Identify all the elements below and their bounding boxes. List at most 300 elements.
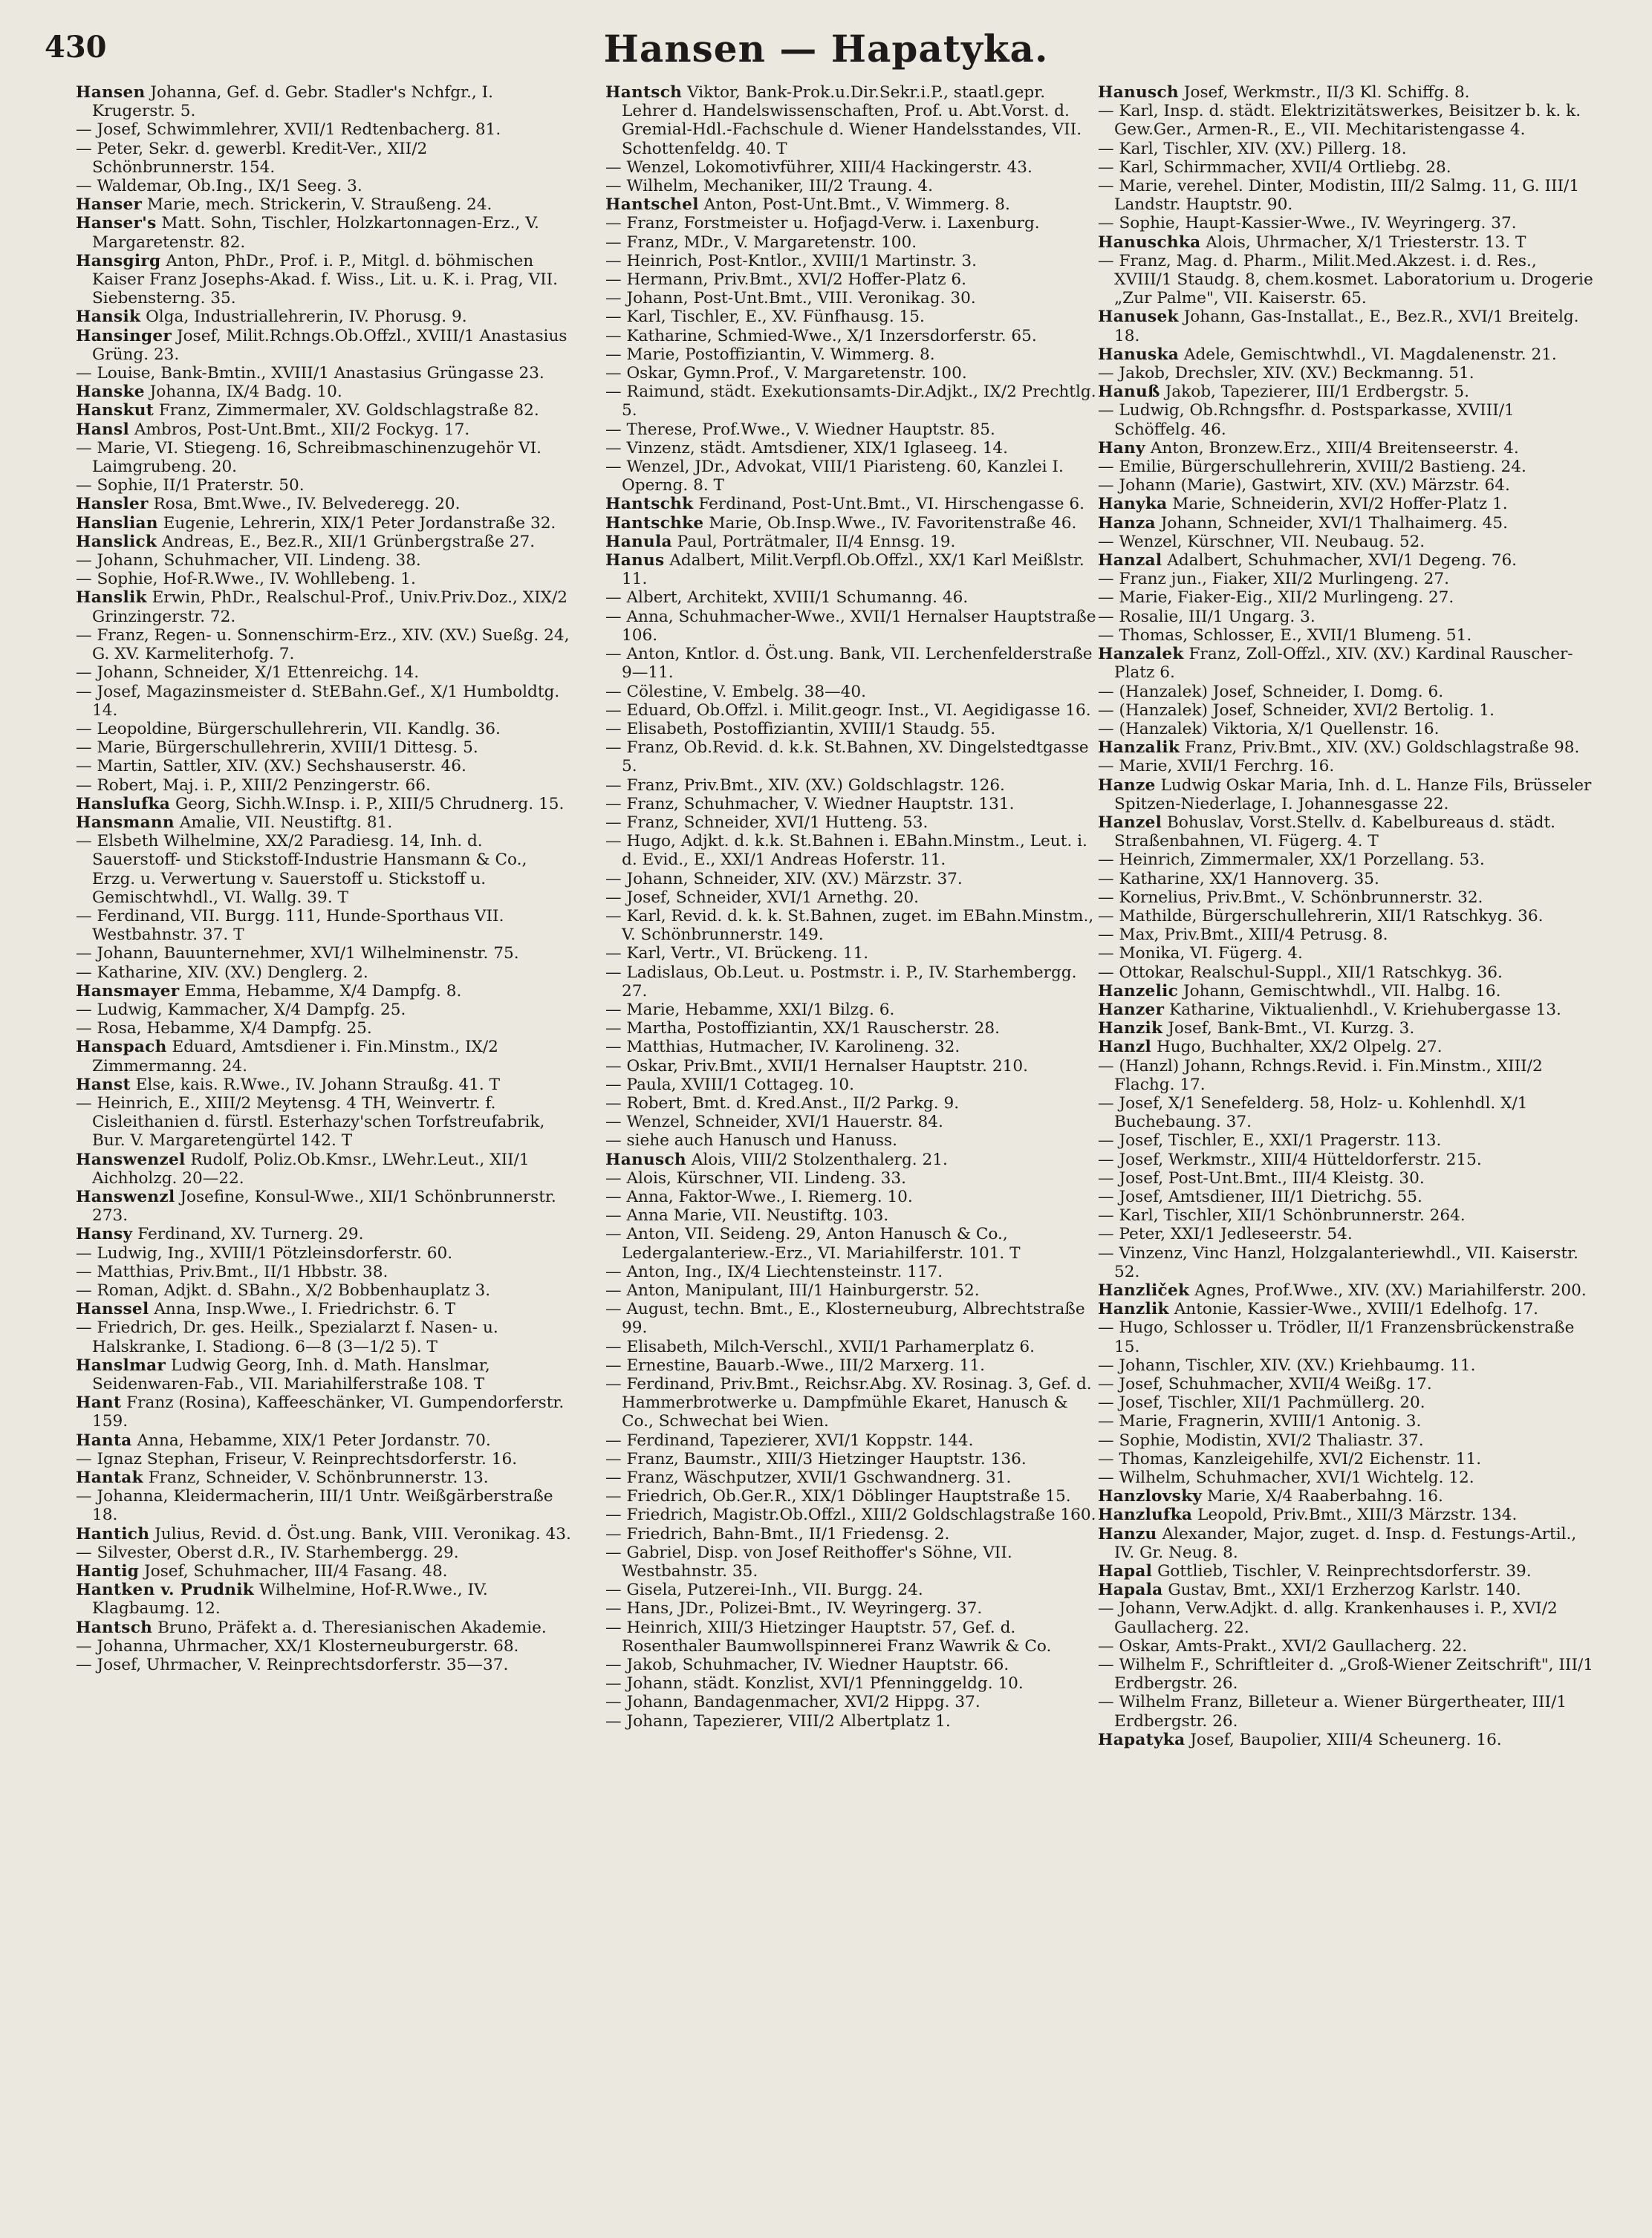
directory-entry (605, 345, 1102, 364)
directory-entry (1098, 1300, 1594, 1318)
entry-details: — Albert, Architekt, XVIII/1 Schumanng. 46. (605, 588, 969, 608)
entry-surname: Hanus (605, 551, 665, 570)
entry-details: — Thomas, Schlosser, E., XVII/1 Blumeng. 51. (1098, 625, 1472, 645)
directory-entry (1098, 102, 1594, 139)
directory-entry (1098, 1038, 1594, 1056)
directory-entry (1098, 364, 1594, 383)
entry-details: Josef, Baupolier, XIII/4 Scheunerg. 16. (1190, 1730, 1502, 1749)
directory-entry (76, 982, 572, 1001)
entry-details: — Wenzel, Lokomotivführer, XIII/4 Hackingerstr. 43. (605, 157, 1032, 177)
directory-entry (1098, 1019, 1594, 1038)
directory-entry (1098, 757, 1594, 775)
directory-entry (605, 1581, 1102, 1599)
directory-entry (1098, 701, 1594, 720)
directory-entry (605, 1206, 1102, 1225)
directory-entry (76, 1431, 572, 1450)
entry-details: Johann, Schneider, XVI/1 Thalhaimerg. 45. (1160, 513, 1509, 533)
entry-details: — Ludwig, Ing., XVIII/1 Pötzleinsdorferstr. 60. (76, 1243, 453, 1263)
entry-details: Franz, Schneider, V. Schönbrunnerstr. 13. (148, 1468, 489, 1488)
directory-entry (76, 1244, 572, 1263)
entry-details: Georg, Sichh.W.Insp. i. P., XIII/5 Chrudnerg. 15. (175, 794, 565, 813)
directory-entry (1098, 963, 1594, 982)
entry-details: — Raimund, städt. Exekutionsamts-Dir.Adjkt., IX/2 Prechtlg. 5. (605, 383, 1096, 420)
entry-details: Eugenie, Lehrerin, XIX/1 Peter Jordanstraße 32. (163, 513, 556, 533)
entry-details: — Mathilde, Bürgerschullehrerin, XII/1 Ratschkyg. 36. (1098, 906, 1544, 926)
entry-details: — Max, Priv.Bmt., XIII/4 Petrusg. 8. (1098, 926, 1388, 945)
entry-details: Amalie, VII. Neustiftg. 81. (179, 813, 393, 832)
entry-details: — Franz, Schneider, XVI/1 Hutteng. 53. (605, 813, 929, 832)
directory-entry (605, 870, 1102, 888)
entry-details: — Wilhelm F., Schriftleiter d. „Groß-Wiener Zeitschrift", III/1 Erdbergstr. 26. (1098, 1656, 1593, 1694)
directory-entry (605, 1263, 1102, 1281)
entry-details: — Anton, Ing., IX/4 Liechtensteinstr. 117. (605, 1262, 943, 1281)
entry-details: — Marie, VI. Stiegeng. 16, Schreibmaschinenzugehör VI. Laimgrubeng. 20. (76, 438, 542, 477)
entry-details: — Oskar, Amts-Prakt., XVI/2 Gaullacherg. 22. (1098, 1636, 1468, 1656)
directory-entry (1098, 401, 1594, 438)
entry-details: — Hermann, Priv.Bmt., XVI/2 Hoffer-Platz 6. (605, 270, 966, 290)
directory-entry (76, 1188, 572, 1225)
entry-details: — Franz, Ob.Revid. d. k.k. St.Bahnen, XV. Dingelstedtgasse 5. (605, 738, 1089, 776)
entry-surname: Hanuß (1098, 383, 1160, 402)
entry-details: — Franz, Regen- u. Sonnenschirm-Erz., XIV. (XV.) Sueßg. 24, G. XV. Karmeliterhofg. 7. (76, 625, 570, 664)
directory-entry (605, 1356, 1102, 1375)
entry-surname: Hanzu (1098, 1524, 1157, 1543)
directory-entry (1098, 383, 1594, 401)
entry-details: Alois, VIII/2 Stolzenthalerg. 21. (691, 1150, 948, 1169)
entry-details: — Friedrich, Magistr.Ob.Offzl., XIII/2 Goldschlagstraße 160. (605, 1506, 1096, 1525)
entry-surname: Hanzel (1098, 813, 1162, 832)
entry-details: — Robert, Maj. i. P., XIII/2 Penzingerstr. 66. (76, 775, 431, 795)
entry-details: Ludwig Georg, Inh. d. Math. Hanslmar, Seidenwaren-Fab., VII. Mariahilferstraße 108. T (92, 1356, 490, 1394)
entry-details: Franz, Priv.Bmt., XIV. (XV.) Goldschlagstraße 98. (1185, 738, 1580, 758)
entry-details: Franz, Zoll-Offzl., XIV. (XV.) Kardinal Rauscher-Platz 6. (1114, 645, 1573, 683)
entry-details: — Matthias, Priv.Bmt., II/1 Hbbstr. 38. (76, 1262, 388, 1281)
entry-details: — Wilhelm Franz, Billeteur a. Wiener Bürgertheater, III/1 Erdbergstr. 26. (1098, 1693, 1567, 1731)
entry-details: — Louise, Bank-Bmtin., XVIII/1 Anastasius Grüngasse 23. (76, 364, 544, 383)
entry-details: — Marie, Fiaker-Eig., XII/2 Murlingeng. 27. (1098, 588, 1454, 608)
entry-details: — Hugo, Adjkt. d. k.k. St.Bahnen i. EBahn.Minstm., Leut. i. d. Evid., E., XXI/1 Andreas Hoferstr. 11. (605, 832, 1087, 870)
entry-details: Eduard, Amtsdiener i. Fin.Minstm., IX/2 Zimmermanng. 24. (92, 1038, 498, 1076)
directory-entry (605, 1151, 1102, 1169)
directory-entry (605, 1599, 1102, 1618)
directory-entry (76, 626, 572, 663)
entry-surname: Hantig (76, 1562, 140, 1581)
directory-entry (76, 1151, 572, 1188)
entry-details: Josefine, Konsul-Wwe., XII/1 Schönbrunnerstr. 273. (92, 1187, 556, 1226)
directory-entry (605, 177, 1102, 195)
entry-surname: Hansik (76, 308, 141, 327)
entry-details: — Eduard, Ob.Offzl. i. Milit.geogr. Inst., VI. Aegidigasse 16. (605, 700, 1091, 720)
entry-details: Josef, Bank-Bmt., VI. Kurzg. 3. (1168, 1019, 1415, 1038)
entry-surname: Hanslick (76, 532, 157, 551)
entry-details: Julius, Revid. d. Öst.ung. Bank, VIII. Veronikag. 43. (155, 1524, 571, 1543)
entry-surname: Hanswenzel (76, 1150, 186, 1169)
entry-details: — Ferdinand, Priv.Bmt., Reichsr.Abg. XV. Rosinag. 3, Gef. d. Hammerbrotwerke u. Dampfmühle Ekaret, Hanusch & Co., Schwechat bei Wien. (605, 1375, 1092, 1431)
directory-entry (1098, 1151, 1594, 1169)
directory-entry (76, 570, 572, 588)
directory-entry (605, 1431, 1102, 1450)
directory-entry (605, 289, 1102, 308)
directory-entry (1098, 626, 1594, 645)
entry-details: — Johann, städt. Konzlist, XVI/1 Pfenninggeldg. 10. (605, 1674, 1024, 1694)
directory-entry (605, 813, 1102, 832)
directory-entry (605, 383, 1102, 420)
entry-details: — Emilie, Bürgerschullehrerin, XVIII/2 Bastieng. 24. (1098, 458, 1526, 477)
entry-details: — Ferdinand, VII. Burgg. 111, Hunde-Sporthaus VII. Westbahnstr. 37. T (76, 906, 504, 945)
entry-details: — Katharine, XIV. (XV.) Denglerg. 2. (76, 963, 368, 982)
entry-details: Franz, Zimmermaler, XV. Goldschlagstraße 82. (158, 401, 539, 420)
directory-entry (605, 308, 1102, 326)
directory-entry (76, 476, 572, 495)
directory-entry (1098, 1525, 1594, 1562)
entry-surname: Hanzal (1098, 551, 1162, 570)
directory-entry (76, 1263, 572, 1281)
directory-entry (1098, 888, 1594, 907)
directory-entry (1098, 1393, 1594, 1412)
directory-entry (1098, 776, 1594, 813)
entry-details: Rudolf, Poliz.Ob.Kmsr., LWehr.Leut., XII/1 Aichholzg. 20—22. (92, 1150, 530, 1188)
entry-surname: Hanssel (76, 1300, 149, 1319)
directory-entry (76, 1468, 572, 1487)
entry-details: — Josef, Tischler, E., XXI/1 Pragerstr. 113. (1098, 1131, 1442, 1151)
directory-entry (1098, 1412, 1594, 1431)
directory-entry (1098, 1637, 1594, 1656)
directory-entry (605, 458, 1102, 495)
directory-entry (605, 1525, 1102, 1543)
entry-surname: Hansgirg (76, 251, 161, 270)
entry-surname: Hapal (1098, 1562, 1153, 1581)
entry-surname: Hantich (76, 1524, 150, 1543)
entry-details: — Franz, MDr., V. Margaretenstr. 100. (605, 232, 917, 252)
directory-entry (76, 514, 572, 533)
entry-details: — Franz, Wäschputzer, XVII/1 Gschwandnerg. 31. (605, 1468, 1012, 1488)
entry-details: Leopold, Priv.Bmt., XIII/3 Märzstr. 134. (1197, 1506, 1518, 1525)
directory-entry (605, 327, 1102, 345)
directory-entry (1098, 1094, 1594, 1131)
directory-entry (1098, 1356, 1594, 1375)
entry-details: Marie, Schneiderin, XVI/2 Hoffer-Platz 1. (1172, 495, 1508, 514)
directory-entry (605, 252, 1102, 270)
entry-details: — Vinzenz, Vinc Hanzl, Holzgalanteriewhdl., VII. Kaiserstr. 52. (1098, 1243, 1578, 1281)
entry-surname: Hanslmar (76, 1356, 166, 1375)
entry-details: — August, techn. Bmt., E., Klosterneuburg, Albrechtstraße 99. (605, 1300, 1085, 1338)
entry-surname: Hanula (605, 532, 672, 551)
directory-entry (76, 214, 572, 251)
entry-surname: Hanser (76, 195, 143, 215)
entry-details: — Josef, Amtsdiener, III/1 Dietrichg. 55. (1098, 1187, 1422, 1206)
directory-entry (76, 495, 572, 513)
entry-details: — Alois, Kürschner, VII. Lindeng. 33. (605, 1168, 906, 1188)
entry-surname: Hanzl (1098, 1038, 1152, 1057)
entry-surname: Hanusch (605, 1150, 686, 1169)
directory-entry (1098, 1169, 1594, 1188)
directory-entry (76, 1393, 572, 1431)
entry-details: — Johann, Schneider, XIV. (XV.) Märzstr. 37. (605, 869, 963, 888)
directory-entry (605, 1543, 1102, 1581)
entry-surname: Hanst (76, 1075, 131, 1094)
entry-details: — Martha, Postoffiziantin, XX/1 Rauscherstr. 28. (605, 1019, 1001, 1038)
directory-entry (1098, 1057, 1594, 1094)
entry-surname: Hanzer (1098, 1000, 1165, 1019)
directory-entry (1098, 1225, 1594, 1243)
entry-details: — Johanna, Kleidermacherin, III/1 Untr. Weißgärberstraße 18. (76, 1487, 553, 1525)
entry-details: — Ludwig, Ob.Rchngsfhr. d. Postsparkasse, XVIII/1 Schöffelg. 46. (1098, 401, 1515, 439)
directory-entry (605, 158, 1102, 177)
entry-details: — Anton, Manipulant, III/1 Hainburgerstr. 52. (605, 1281, 980, 1300)
entry-details: — Johann, Tischler, XIV. (XV.) Kriehbaumg. 11. (1098, 1356, 1476, 1375)
entry-details: — Ferdinand, Tapezierer, XVI/1 Koppstr. 144. (605, 1431, 974, 1450)
entry-details: — Ottokar, Realschul-Suppl., XII/1 Ratschkyg. 36. (1098, 963, 1503, 982)
entry-details: — Josef, Schneider, XVI/1 Arnethg. 20. (605, 888, 920, 907)
entry-details: — Anton, Kntlor. d. Öst.ung. Bank, VII. Lerchenfelderstraße 9—11. (605, 645, 1093, 683)
directory-entry (1098, 813, 1594, 850)
directory-entry (605, 720, 1102, 738)
directory-entry (1098, 140, 1594, 158)
entry-details: Hugo, Buchhalter, XX/2 Olpelg. 27. (1156, 1038, 1443, 1057)
directory-entry (1098, 570, 1594, 588)
directory-entry (1098, 1375, 1594, 1393)
entry-details: — Heinrich, Zimmermaler, XX/1 Porzellang. 53. (1098, 850, 1485, 870)
entry-details: — Friedrich, Ob.Ger.R., XIX/1 Döblinger Hauptstraße 15. (605, 1487, 1071, 1506)
directory-entry (1098, 850, 1594, 869)
directory-entry (76, 401, 572, 420)
directory-entry (76, 1281, 572, 1300)
directory-entry (76, 120, 572, 139)
directory-entry (605, 608, 1102, 645)
directory-entry (605, 195, 1102, 214)
directory-entry (76, 1487, 572, 1524)
entry-details: — Anna, Schuhmacher-Wwe., XVII/1 Hernalser Hauptstraße 106. (605, 607, 1096, 645)
entry-details: Anna, Hebamme, XIX/1 Peter Jordanstr. 70. (137, 1431, 491, 1450)
directory-entry (1098, 738, 1594, 757)
entry-details: — Gabriel, Disp. von Josef Reithoffer's Söhne, VII. Westbahnstr. 35. (605, 1543, 1012, 1581)
entry-surname: Hanslik (76, 588, 147, 608)
entry-details: Olga, Industriallehrerin, IV. Phorusg. 9. (146, 308, 467, 327)
entry-details: Paul, Porträtmaler, II/4 Ennsg. 19. (677, 532, 956, 551)
entry-details: — Johann (Marie), Gastwirt, XIV. (XV.) Märzstr. 64. (1098, 476, 1510, 495)
directory-entry (605, 214, 1102, 232)
directory-entry (76, 1038, 572, 1075)
entry-details: — Josef, Magazinsmeister d. StEBahn.Gef., X/1 Humboldtg. 14. (76, 682, 560, 720)
entry-details: Anton, Bronzew.Erz., XIII/4 Breitenseerstr. 4. (1150, 438, 1519, 458)
directory-entry (605, 1674, 1102, 1693)
directory-entry (76, 1300, 572, 1318)
directory-entry (1098, 476, 1594, 495)
entry-surname: Hanza (1098, 513, 1156, 533)
entry-surname: Hanzelic (1098, 981, 1179, 1001)
entry-surname: Hansl (76, 420, 129, 439)
entry-surname: Hantschke (605, 513, 704, 533)
entry-details: — Karl, Vertr., VI. Brückeng. 11. (605, 944, 869, 963)
entry-details: — Franz, Baumstr., XIII/3 Hietzinger Hauptstr. 136. (605, 1449, 1027, 1468)
directory-entry (605, 944, 1102, 963)
directory-entry (1098, 1318, 1594, 1356)
entry-details: — Josef, Werkmstr., XIII/4 Hütteldorferstr. 215. (1098, 1150, 1482, 1169)
entry-surname: Hantken v. Prudnik (76, 1581, 255, 1600)
directory-entry (605, 270, 1102, 289)
entry-details: — Roman, Adjkt. d. SBahn., X/2 Bobbenhauplatz 3. (76, 1281, 491, 1300)
entry-details: Josef, Werkmstr., II/3 Kl. Schiffg. 8. (1183, 83, 1470, 102)
entry-surname: Hansinger (76, 326, 172, 345)
entry-details: — Franz, Schuhmacher, V. Wiedner Hauptstr. 131. (605, 794, 1015, 813)
directory-entry (76, 327, 572, 364)
entry-details: — Marie, Postoffiziantin, V. Wimmerg. 8. (605, 345, 935, 364)
directory-entry (1098, 439, 1594, 458)
entry-details: Alois, Uhrmacher, X/1 Triesterstr. 13. T (1206, 232, 1526, 252)
directory-entry (1098, 158, 1594, 177)
entry-details: Rosa, Bmt.Wwe., IV. Belvederegg. 20. (153, 495, 461, 514)
entry-details: Katharine, Viktualienhdl., V. Kriehubergasse 13. (1169, 1000, 1561, 1019)
directory-entry (605, 1375, 1102, 1431)
directory-entry (76, 383, 572, 401)
entry-surname: Hanta (76, 1431, 132, 1450)
directory-entry (76, 738, 572, 757)
directory-entry (1098, 608, 1594, 626)
entry-details: — Franz, Forstmeister u. Hofjagd-Verw. i. Laxenburg. (605, 214, 1040, 233)
entry-details: — Sophie, Hof-R.Wwe., IV. Wohllebeng. 1. (76, 570, 416, 589)
directory-entry (76, 1318, 572, 1356)
directory-entry (76, 252, 572, 308)
directory-entry (605, 1487, 1102, 1506)
entry-details: — Heinrich, Post-Kntlor., XVIII/1 Martinstr. 3. (605, 251, 977, 270)
entry-surname: Hanzlik (1098, 1300, 1169, 1319)
directory-entry (605, 1169, 1102, 1188)
directory-entry (605, 888, 1102, 907)
entry-details: — Jakob, Drechsler, XIV. (XV.) Beckmanng. 51. (1098, 364, 1474, 383)
directory-entry (605, 439, 1102, 458)
directory-entry (76, 907, 572, 944)
entry-details: — Josef, X/1 Senefelderg. 58, Holz- u. Kohlenhdl. X/1 Buchebaung. 37. (1098, 1093, 1528, 1132)
entry-details: — Paula, XVIII/1 Cottageg. 10. (605, 1075, 854, 1094)
directory-entry (1098, 645, 1594, 682)
entry-surname: Hansmayer (76, 981, 180, 1001)
directory-entry (1098, 1244, 1594, 1281)
entry-surname: Hapala (1098, 1581, 1163, 1600)
directory-entry (1098, 458, 1594, 476)
directory-entry (76, 140, 572, 177)
entry-details: — Rosalie, III/1 Ungarg. 3. (1098, 607, 1316, 626)
directory-entry (605, 1038, 1102, 1056)
entry-details: Adalbert, Milit.Verpfl.Ob.Offzl., XX/1 Karl Meißlstr. 11. (622, 551, 1084, 589)
directory-entry (1098, 1487, 1594, 1506)
directory-entry (1098, 514, 1594, 533)
entry-details: — Wenzel, JDr., Advokat, VIII/1 Piaristeng. 60, Kanzlei I. Operng. 8. T (605, 458, 1064, 495)
directory-column-1 (76, 83, 572, 2230)
directory-entry (1098, 1599, 1594, 1636)
entry-details: — Heinrich, E., XIII/2 Meytensg. 4 TH, Weinvertr. f. Cisleithanien d. fürstl. Esterhazy'schen Torfstreufabrik, Bur. V. Margaretengürtel 142. T (76, 1093, 545, 1151)
entry-details: — Anna Marie, VII. Neustiftg. 103. (605, 1206, 889, 1226)
entry-details: Bohuslav, Vorst.Stellv. d. Kabelbureaus d. städt. Straßenbahnen, VI. Fügerg. 4. T (1114, 813, 1556, 851)
directory-entry (605, 645, 1102, 682)
page-title: Hansen — Hapatyka. (603, 27, 1049, 71)
directory-entry (1098, 870, 1594, 888)
entry-details: — Marie, Bürgerschullehrerin, XVIII/1 Dittesg. 5. (76, 738, 478, 758)
entry-surname: Hanzalek (1098, 645, 1184, 664)
directory-entry (605, 495, 1102, 513)
entry-surname: Hansler (76, 495, 149, 514)
directory-entry (76, 551, 572, 570)
entry-details: — Wilhelm, Mechaniker, III/2 Traung. 4. (605, 177, 934, 196)
directory-entry (1098, 1431, 1594, 1450)
directory-entry (605, 1113, 1102, 1131)
entry-details: Anna, Insp.Wwe., I. Friedrichstr. 6. T (154, 1300, 456, 1319)
directory-entry (1098, 345, 1594, 364)
entry-details: — Silvester, Oberst d.R., IV. Starhembergg. 29. (76, 1543, 459, 1562)
entry-details: — Johann, Post-Unt.Bmt., VIII. Veronikag. 30. (605, 289, 976, 308)
directory-entry (76, 963, 572, 982)
entry-details: Ferdinand, XV. Turnerg. 29. (137, 1225, 364, 1244)
directory-entry (605, 738, 1102, 775)
entry-details: — Karl, Tischler, XII/1 Schönbrunnerstr. 264. (1098, 1206, 1466, 1226)
entry-details: — Monika, VI. Fügerg. 4. (1098, 944, 1303, 963)
entry-details: — Wenzel, Schneider, XVI/1 Hauerstr. 84. (605, 1113, 943, 1132)
entry-details: — Rosa, Hebamme, X/4 Dampfg. 25. (76, 1019, 372, 1038)
entry-details: — Oskar, Priv.Bmt., XVII/1 Hernalser Hauptstr. 210. (605, 1056, 1028, 1076)
directory-entry (1098, 1131, 1594, 1150)
entry-details: Bruno, Präfekt a. d. Theresianischen Akademie. (157, 1618, 547, 1637)
directory-entry (1098, 683, 1594, 701)
entry-details: — Johanna, Uhrmacher, XX/1 Klosterneuburgerstr. 68. (76, 1636, 519, 1656)
entry-details: — Johann, Schuhmacher, VII. Lindeng. 38. (76, 551, 421, 570)
directory-entry (76, 533, 572, 551)
entry-details: Ferdinand, Post-Unt.Bmt., VI. Hirschengasse 6. (698, 495, 1084, 514)
directory-entry (605, 1468, 1102, 1487)
entry-details: Josef, Milit.Rchngs.Ob.Offzl., XVIII/1 Anastasius Grüng. 23. (92, 326, 568, 364)
directory-entry (76, 1619, 572, 1637)
directory-entry (1098, 1656, 1594, 1693)
entry-details: Wilhelmine, Hof-R.Wwe., IV. Klagbaumg. 12. (92, 1581, 488, 1619)
entry-details: Johanna, Gef. d. Gebr. Stadler's Nchfgr., I. Krugerstr. 5. (92, 83, 493, 121)
entry-details: Alexander, Major, zuget. d. Insp. d. Festungs-Artil., IV. Gr. Neug. 8. (1114, 1524, 1577, 1562)
entry-details: — Josef, Schuhmacher, XVII/4 Weißg. 17. (1098, 1375, 1432, 1394)
entry-details: — Sophie, II/1 Praterstr. 50. (76, 476, 305, 495)
directory-entry (605, 795, 1102, 813)
entry-details: — Heinrich, XIII/3 Hietzinger Hauptstr. 57, Gef. d. Rosenthaler Baumwollspinnerei Franz Wawrik & Co. (605, 1618, 1052, 1656)
entry-surname: Hanser's (76, 214, 157, 233)
directory-entry (605, 1619, 1102, 1656)
directory-entry (605, 1712, 1102, 1731)
entry-details: — Elisabeth, Milch-Verschl., XVII/1 Parhamerplatz 6. (605, 1337, 1035, 1356)
directory-entry (76, 1543, 572, 1562)
directory-column-3 (1098, 83, 1594, 2230)
directory-entry (605, 1300, 1102, 1337)
entry-details: — Josef, Schwimmlehrer, XVII/1 Redtenbacherg. 81. (76, 120, 501, 140)
entry-details: — Karl, Tischler, E., XV. Fünfhausg. 15. (605, 308, 925, 327)
entry-details: — Ludwig, Kammacher, X/4 Dampfg. 25. (76, 1000, 406, 1019)
directory-entry (1098, 177, 1594, 214)
entry-details: — Therese, Prof.Wwe., V. Wiedner Hauptstr. 85. (605, 420, 995, 439)
directory-entry (605, 907, 1102, 944)
entry-details: — Marie, XVII/1 Ferchrg. 16. (1098, 757, 1335, 776)
entry-details: — (Hanzalek) Josef, Schneider, I. Domg. 6. (1098, 682, 1444, 701)
entry-details: — Karl, Tischler, XIV. (XV.) Pillerg. 18. (1098, 139, 1407, 158)
directory-entry (605, 1450, 1102, 1468)
entry-surname: Hantschel (605, 195, 699, 215)
directory-entry (76, 1637, 572, 1656)
entry-details: — Elsbeth Wilhelmine, XX/2 Paradiesg. 14, Inh. d. Sauerstoff- und Stickstoff-Industrie Hansmann & Co., Erzg. u. Verwertung v. Sauerstoff u. Stickstoff u. Gemischtwhdl., VI. Wallg. 39. T (76, 832, 527, 907)
entry-details: Matt. Sohn, Tischler, Holzkartonnagen-Erz., V. Margaretenstr. 82. (92, 214, 539, 252)
entry-surname: Hanusek (1098, 308, 1179, 327)
directory-entry (76, 1225, 572, 1243)
directory-entry (76, 1450, 572, 1468)
entry-surname: Hanusch (1098, 83, 1179, 102)
entry-surname: Hanslufka (76, 794, 171, 813)
directory-entry (1098, 533, 1594, 551)
entry-details: — Marie, Fragnerin, XVIII/1 Antonig. 3. (1098, 1412, 1422, 1431)
directory-entry (76, 663, 572, 682)
entry-details: Johanna, IX/4 Badg. 10. (149, 383, 342, 402)
entry-details: — Ignaz Stephan, Friseur, V. Reinprechtsdorferstr. 16. (76, 1449, 518, 1468)
